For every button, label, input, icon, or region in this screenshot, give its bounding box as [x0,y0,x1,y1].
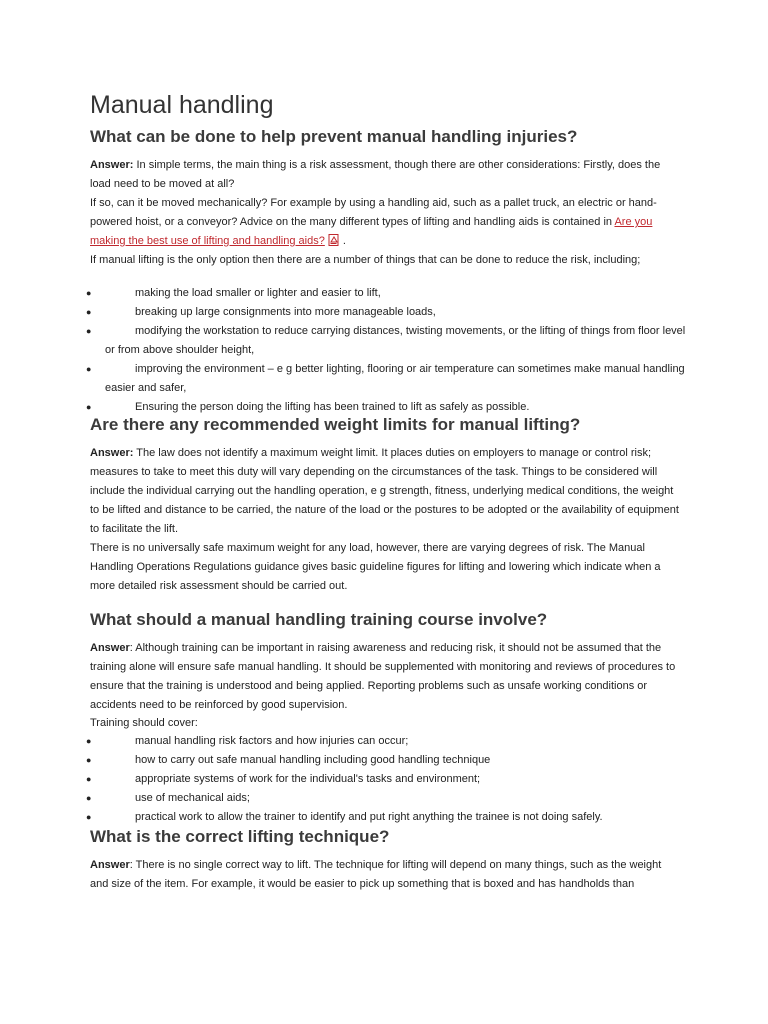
answer-text: : There is no single correct way to lift. The technique for lifting will depend on many things, such as the weight and size of the item. For example, it would be easier to pick up something that is boxed and has handholds than [90,859,662,890]
bullet-icon: ● [86,736,92,746]
section-1-paragraph-3: If manual lifting is the only option then there are a number of things that can be done to reduce the risk, including; [90,254,641,266]
list-item [0,322,690,360]
bullet-icon: ● [86,793,92,803]
list-item-text: use of mechanical aids; [135,792,250,804]
bullet-icon: ● [86,402,92,412]
section-4-answer [90,856,680,894]
answer-label: Answer [90,642,130,654]
answer-text: In simple terms, the main thing is a risk assessment, though there are other considerations: Firstly, does the load need to be moved at all? [90,159,661,190]
list-item [0,751,690,770]
paragraph-text: . [339,235,346,247]
list-item-text: appropriate systems of work for the individual's tasks and environment; [135,773,481,785]
list-item [0,303,690,322]
bullet-icon: ● [86,326,92,336]
bullet-icon: ● [86,307,92,317]
section-heading-weight-limits: Are there any recommended weight limits for manual lifting? [90,415,581,434]
section-heading-training-course: What should a manual handling training course involve? [90,610,548,629]
list-item-text: making the load smaller or lighter and easier to lift, [135,287,381,299]
list-item [0,732,690,751]
list-item [0,770,690,789]
list-item-text: breaking up large consignments into more manageable loads, [135,306,436,318]
section-2-paragraph-2: There is no universally safe maximum weight for any load, however, there are varying degrees of risk. The Manual Handling Operations Regulations guidance gives basic guideline figures for lifting and lowering which indicate when a more detailed risk assessment should be carried out. [90,542,661,592]
list-item-text: modifying the workstation to reduce carrying distances, twisting movements, or the lifting of things from floor level or from above shoulder height, [105,325,686,356]
answer-label: Answer: [90,159,134,171]
section-3-paragraph-2: Training should cover: [90,717,198,729]
list-item-text: improving the environment – e g better lighting, flooring or air temperature can sometimes make manual handling easier and safer, [105,363,685,394]
answer-text: The law does not identify a maximum weight limit. It places duties on employers to manage or control risk; measures to take to meet this duty will vary depending on the circumstances of the task. Things to be considered will include the individual carrying out the handling operation, e g strength, fitness, underlying medical conditions, the weight to be lifted and distance to be carried, the nature of the load or the postures to be adopted or the availability of equipment to facilitate the lift. [90,447,679,535]
section-heading-lifting-technique: What is the correct lifting technique? [90,827,390,846]
list-item [0,789,690,808]
bullet-icon: ● [86,755,92,765]
answer-label: Answer [90,859,130,871]
pdf-icon[interactable] [328,234,340,246]
list-item-text: how to carry out safe manual handling including good handling technique [135,754,491,766]
list-item [0,360,690,398]
section-2-answer [90,444,680,539]
lifting-aids-link[interactable]: Are you making the best use of lifting and handling aids? [90,216,653,247]
section-1-answer [90,156,680,194]
training-list [0,732,690,827]
bullet-icon: ● [86,288,92,298]
bullet-icon: ● [86,364,92,374]
page-title: Manual handling [90,91,274,119]
bullet-icon: ● [86,774,92,784]
list-item-text: practical work to allow the trainer to identify and put right anything the trainee is not doing safely. [135,811,603,823]
answer-text: : Although training can be important in raising awareness and reducing risk, it should not be assumed that the training alone will ensure safe manual handling. It should be supplemented with monitoring and reviews of procedures to ensure that the training is understood and being applied. Reporting problems such as unsafe working conditions or accidents need to be reinforced by good supervision. [90,642,676,711]
answer-label: Answer: [90,447,134,459]
section-1-paragraph-2 [90,194,680,251]
list-item [0,808,690,827]
paragraph-text: If so, can it be moved mechanically? For example by using a handling aid, such as a pallet truck, an electric or hand-powered hoist, or a conveyor? Advice on the many different types of lifting and handling aids is contained in [90,197,657,228]
list-item [0,284,690,303]
section-3-answer [90,639,680,715]
list-item-text: Ensuring the person doing the lifting has been trained to lift as safely as possible. [135,401,530,413]
list-item-text: manual handling risk factors and how injuries can occur; [135,735,409,747]
bullet-icon: ● [86,812,92,822]
section-heading-prevent-injuries: What can be done to help prevent manual handling injuries? [90,127,578,146]
prevention-list [0,284,690,417]
